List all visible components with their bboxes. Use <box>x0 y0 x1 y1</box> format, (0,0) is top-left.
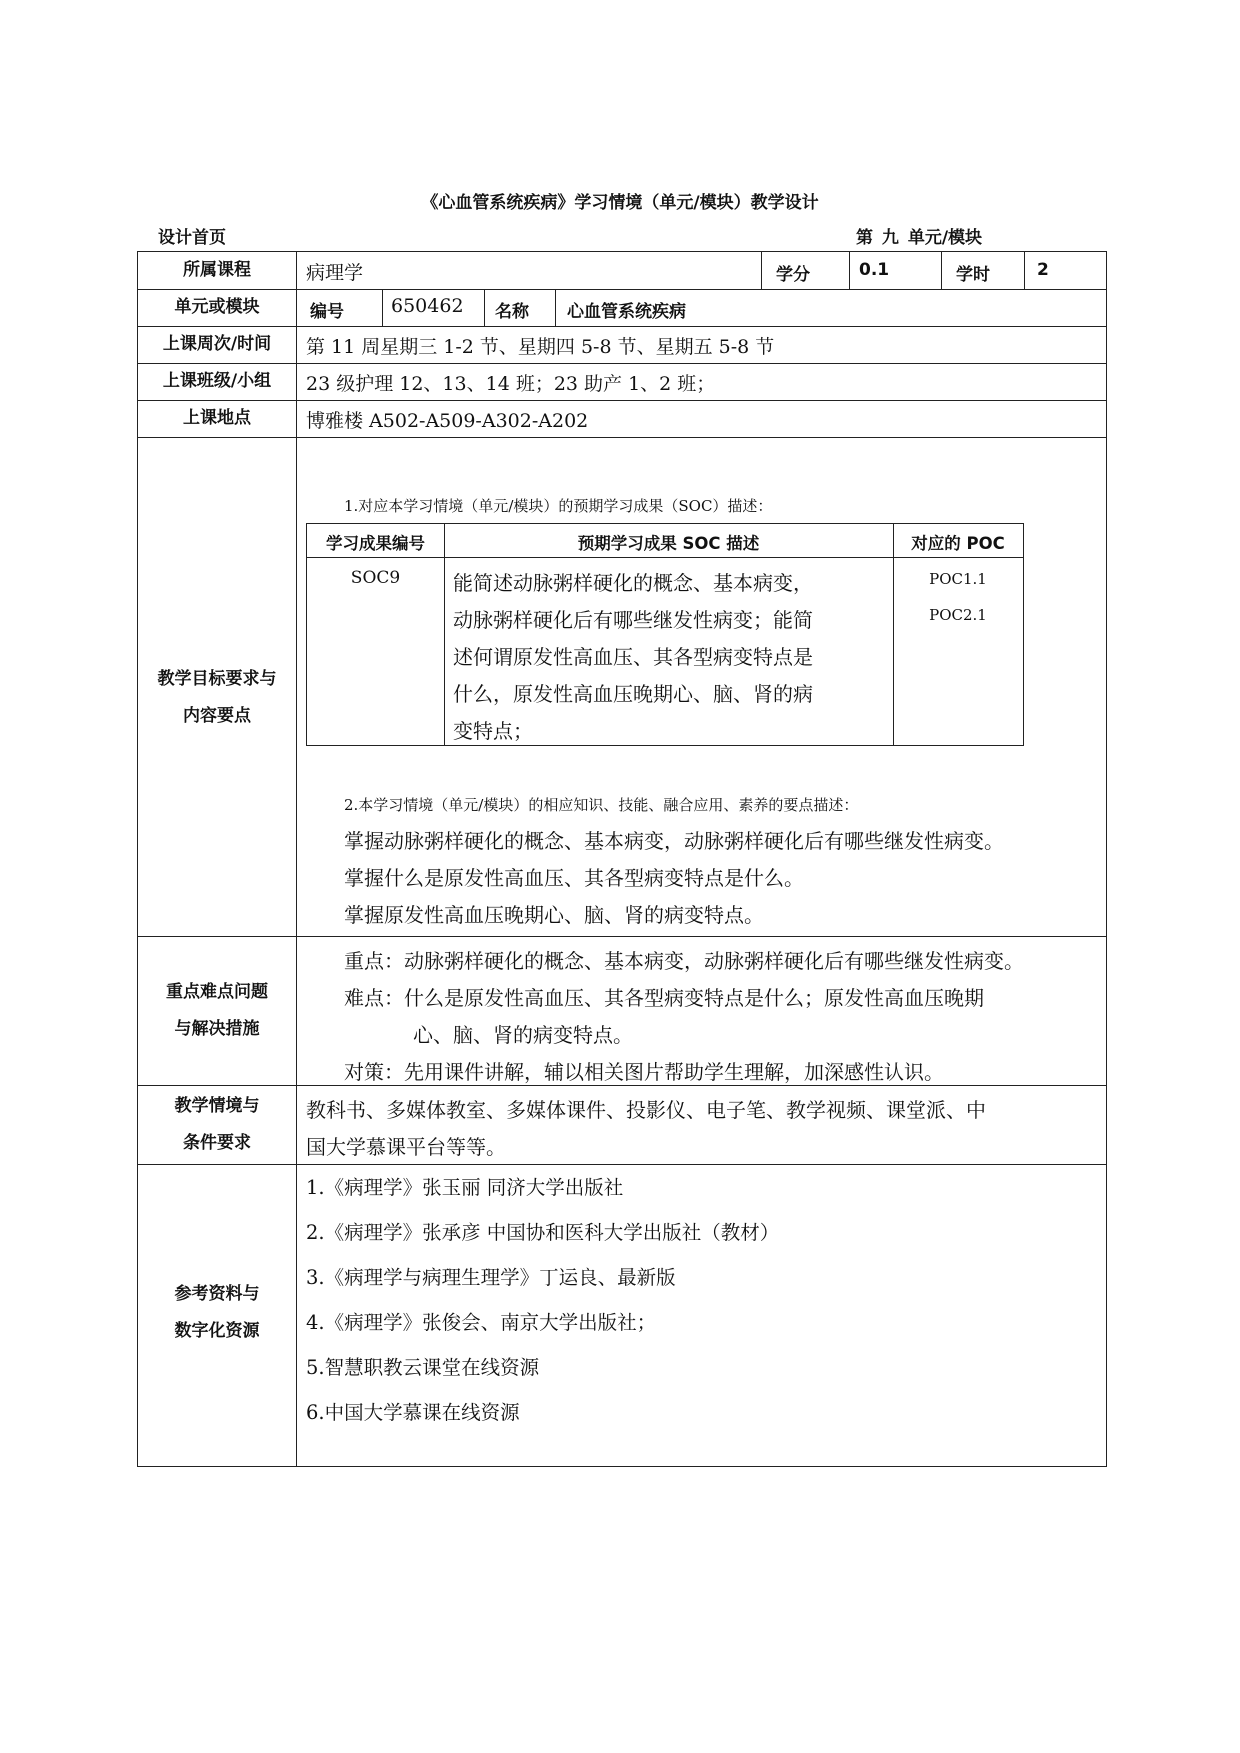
poc-item: POC2.1 <box>929 606 987 624</box>
class-value: 23 级护理 12、13、14 班；23 助产 1、2 班； <box>306 373 716 395</box>
conditions-line: 教科书、多媒体教室、多媒体课件、投影仪、电子笔、教学视频、课堂派、中 <box>306 1098 986 1122</box>
soc-desc-line: 述何谓原发性高血压、其各型病变特点是 <box>453 645 813 669</box>
column-divider <box>555 289 556 326</box>
hours-label: 学时 <box>956 265 990 285</box>
reference-item: 2.《病理学》张承彦 中国协和医科大学出版社（教材） <box>306 1221 780 1244</box>
soc-intro: 1.对应本学习情境（单元/模块）的预期学习成果（SOC）描述： <box>344 497 773 515</box>
soc-table-divider <box>444 524 445 745</box>
poc-item: POC1.1 <box>929 570 987 588</box>
keypoint-difficulty-cont: 心、脑、肾的病变特点。 <box>413 1023 633 1047</box>
points-intro: 2.本学习情境（单元/模块）的相应知识、技能、融合应用、素养的要点描述： <box>344 796 859 814</box>
reference-item: 3.《病理学与病理生理学》丁运良、最新版 <box>306 1266 676 1289</box>
conditions-label-line1: 教学情境与 <box>174 1096 260 1116</box>
column-divider <box>761 252 762 289</box>
time-value: 第 11 周星期三 1-2 节、星期四 5-8 节、星期五 5-8 节 <box>306 336 775 358</box>
conditions-line: 国大学慕课平台等等。 <box>306 1135 506 1159</box>
keypoints-label <box>138 974 296 1048</box>
column-divider <box>849 252 850 289</box>
conditions-label-line2: 条件要求 <box>183 1133 251 1153</box>
soc-header-desc: 预期学习成果 SOC 描述 <box>577 534 760 553</box>
soc-header-poc: 对应的 POC <box>911 534 1005 553</box>
design-table <box>137 251 1107 1467</box>
row-divider <box>138 1164 1106 1165</box>
unit-label: 单元或模块 <box>174 297 260 317</box>
name-value: 心血管系统疾病 <box>567 302 686 322</box>
reference-item: 6.中国大学慕课在线资源 <box>306 1401 520 1424</box>
keypoint-focus: 重点：动脉粥样硬化的概念、基本病变，动脉粥样硬化后有哪些继发性病变。 <box>344 949 1024 973</box>
objectives-label-line1: 教学目标要求与 <box>157 669 277 689</box>
class-label: 上课班级/小组 <box>162 371 272 391</box>
column-divider <box>1024 252 1025 289</box>
hours-value: 2 <box>1037 260 1049 280</box>
keypoints-label-line2: 与解决措施 <box>174 1019 260 1039</box>
references-label <box>138 1276 296 1350</box>
references-label-line2: 数字化资源 <box>174 1321 260 1341</box>
credit-value: 0.1 <box>859 260 890 280</box>
keypoints-label-line1: 重点难点问题 <box>166 982 268 1002</box>
course-label: 所属课程 <box>183 260 251 280</box>
time-label: 上课周次/时间 <box>162 334 272 354</box>
point-item: 掌握什么是原发性高血压、其各型病变特点是什么。 <box>344 866 804 890</box>
keypoint-difficulty: 难点：什么是原发性高血压、其各型病变特点是什么；原发性高血压晚期 <box>344 986 984 1010</box>
soc-table <box>306 523 1024 746</box>
soc-table-divider <box>893 524 894 745</box>
place-value: 博雅楼 A502-A509-A302-A202 <box>306 410 589 432</box>
course-value: 病理学 <box>306 262 364 284</box>
credit-label: 学分 <box>776 265 810 285</box>
row-divider <box>138 936 1106 937</box>
objectives-label-line2: 内容要点 <box>183 706 251 726</box>
reference-item: 1.《病理学》张玉丽 同济大学出版社 <box>306 1176 624 1199</box>
soc-desc-line: 动脉粥样硬化后有哪些继发性病变；能简 <box>453 608 813 632</box>
soc-desc-line: 变特点； <box>453 719 533 743</box>
name-label: 名称 <box>495 302 529 322</box>
column-divider <box>296 252 297 1466</box>
reference-item: 5.智慧职教云课堂在线资源 <box>306 1356 540 1379</box>
keypoint-strategy: 对策：先用课件讲解，辅以相关图片帮助学生理解，加深感性认识。 <box>344 1060 944 1084</box>
code-label: 编号 <box>310 302 344 322</box>
soc-id: SOC9 <box>350 568 401 588</box>
row-divider <box>138 437 1106 438</box>
soc-description <box>453 565 883 750</box>
unit-number-label: 第 九 单元/模块 <box>856 228 983 248</box>
document-title: 《心血管系统疾病》学习情境（单元/模块）教学设计 <box>421 193 819 213</box>
code-value: 650462 <box>391 295 464 317</box>
conditions-label <box>138 1088 296 1162</box>
reference-item: 4.《病理学》张俊会、南京大学出版社； <box>306 1311 657 1334</box>
column-divider <box>484 289 485 326</box>
column-divider <box>382 289 383 326</box>
references-label-line1: 参考资料与 <box>174 1284 260 1304</box>
place-label: 上课地点 <box>183 408 251 428</box>
point-item: 掌握动脉粥样硬化的概念、基本病变，动脉粥样硬化后有哪些继发性病变。 <box>344 829 1004 853</box>
column-divider <box>941 252 942 289</box>
row-divider <box>138 1085 1106 1086</box>
soc-header-id: 学习成果编号 <box>326 534 425 553</box>
point-item: 掌握原发性高血压晚期心、脑、肾的病变特点。 <box>344 903 764 927</box>
design-first-page-label: 设计首页 <box>158 228 226 248</box>
soc-table-header-divider <box>307 557 1023 558</box>
soc-desc-line: 能简述动脉粥样硬化的概念、基本病变， <box>453 571 813 595</box>
soc-desc-line: 什么，原发性高血压晚期心、脑、肾的病 <box>453 682 813 706</box>
objectives-label <box>138 661 296 735</box>
